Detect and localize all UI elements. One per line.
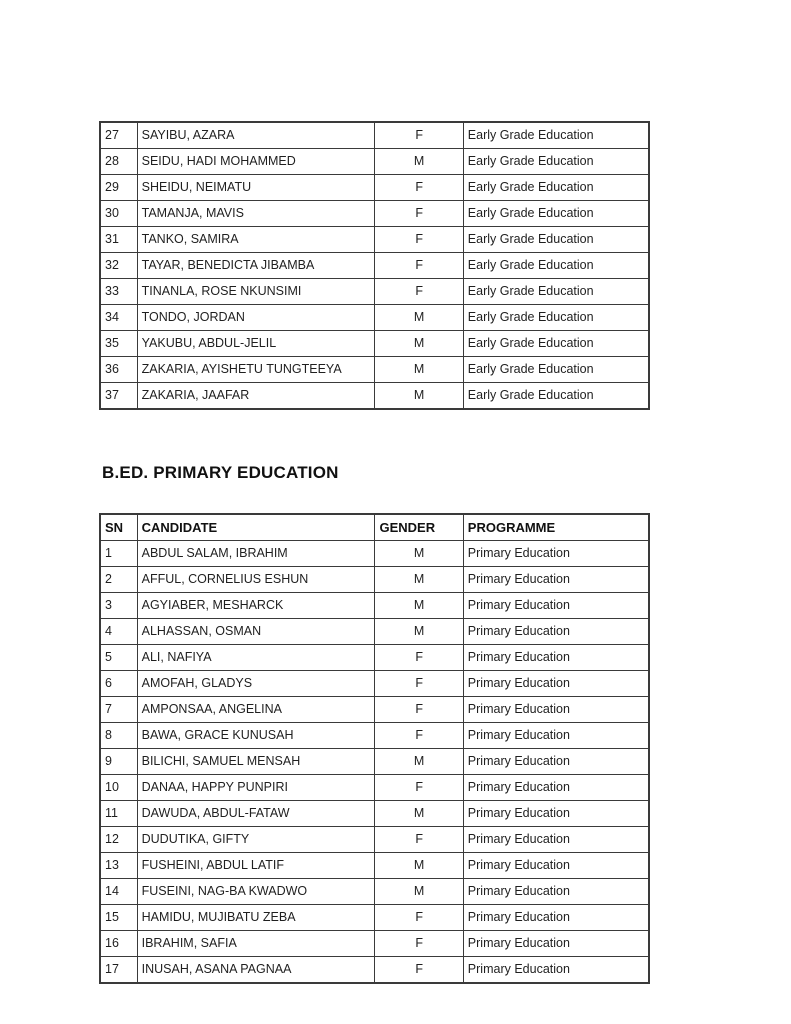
sn-cell: 2 — [100, 567, 137, 593]
table-row — [100, 149, 649, 175]
sn-cell: 14 — [100, 879, 137, 905]
candidate-cell: TINANLA, ROSE NKUNSIMI — [137, 279, 375, 305]
table-row — [100, 905, 649, 931]
sn-cell: 6 — [100, 671, 137, 697]
programme-cell: Early Grade Education — [463, 279, 649, 305]
sn-cell: 9 — [100, 749, 137, 775]
programme-cell: Early Grade Education — [463, 383, 649, 410]
table-row — [100, 279, 649, 305]
sn-cell: 17 — [100, 957, 137, 984]
programme-cell: Primary Education — [463, 541, 649, 567]
sn-cell: 12 — [100, 827, 137, 853]
candidate-cell: HAMIDU, MUJIBATU ZEBA — [137, 905, 375, 931]
gender-cell: F — [375, 253, 463, 279]
candidate-cell: AGYIABER, MESHARCK — [137, 593, 375, 619]
sn-cell: 8 — [100, 723, 137, 749]
table-row — [100, 671, 649, 697]
programme-cell: Primary Education — [463, 567, 649, 593]
gender-cell: M — [375, 593, 463, 619]
sn-cell: 33 — [100, 279, 137, 305]
table-row — [100, 357, 649, 383]
gender-cell: M — [375, 305, 463, 331]
sn-cell: 16 — [100, 931, 137, 957]
candidate-cell: SAYIBU, AZARA — [137, 122, 375, 149]
gender-cell: F — [375, 723, 463, 749]
gender-cell: M — [375, 383, 463, 410]
sn-cell: 30 — [100, 201, 137, 227]
candidate-cell: ZAKARIA, JAAFAR — [137, 383, 375, 410]
sn-cell: 7 — [100, 697, 137, 723]
programme-cell: Early Grade Education — [463, 227, 649, 253]
table-row — [100, 619, 649, 645]
candidate-cell: ABDUL SALAM, IBRAHIM — [137, 541, 375, 567]
table-row — [100, 853, 649, 879]
table-row — [100, 541, 649, 567]
sn-cell: 34 — [100, 305, 137, 331]
programme-cell: Primary Education — [463, 827, 649, 853]
sn-cell: 4 — [100, 619, 137, 645]
programme-cell: Early Grade Education — [463, 253, 649, 279]
gender-cell: F — [375, 775, 463, 801]
table-row — [100, 201, 649, 227]
candidate-cell: TONDO, JORDAN — [137, 305, 375, 331]
programme-cell: Early Grade Education — [463, 331, 649, 357]
table-row — [100, 879, 649, 905]
table-row — [100, 697, 649, 723]
table-row — [100, 801, 649, 827]
table-row — [100, 122, 649, 149]
gender-cell: M — [375, 619, 463, 645]
sn-cell: 36 — [100, 357, 137, 383]
programme-cell: Early Grade Education — [463, 357, 649, 383]
primary-education-table — [99, 513, 650, 984]
sn-cell: 29 — [100, 175, 137, 201]
table-row — [100, 175, 649, 201]
programme-cell: Primary Education — [463, 853, 649, 879]
gender-cell: M — [375, 567, 463, 593]
candidate-cell: AMPONSAA, ANGELINA — [137, 697, 375, 723]
sn-cell: 10 — [100, 775, 137, 801]
table-row — [100, 383, 649, 410]
gender-column-header: GENDER — [375, 514, 463, 541]
programme-cell: Early Grade Education — [463, 305, 649, 331]
gender-cell: F — [375, 957, 463, 984]
primary-education-table-body — [100, 541, 649, 984]
gender-cell: F — [375, 905, 463, 931]
table-row — [100, 957, 649, 984]
early-grade-table-body — [100, 122, 649, 409]
candidate-cell: ALHASSAN, OSMAN — [137, 619, 375, 645]
programme-column-header: PROGRAMME — [463, 514, 649, 541]
gender-cell: F — [375, 827, 463, 853]
candidate-cell: IBRAHIM, SAFIA — [137, 931, 375, 957]
sn-cell: 11 — [100, 801, 137, 827]
table-row — [100, 931, 649, 957]
candidate-cell: DANAA, HAPPY PUNPIRI — [137, 775, 375, 801]
programme-cell: Early Grade Education — [463, 201, 649, 227]
gender-cell: F — [375, 931, 463, 957]
gender-cell: M — [375, 357, 463, 383]
sn-cell: 35 — [100, 331, 137, 357]
sn-cell: 15 — [100, 905, 137, 931]
table-row — [100, 331, 649, 357]
candidate-cell: BILICHI, SAMUEL MENSAH — [137, 749, 375, 775]
candidate-cell: TANKO, SAMIRA — [137, 227, 375, 253]
gender-cell: M — [375, 879, 463, 905]
programme-cell: Primary Education — [463, 801, 649, 827]
candidate-cell: FUSHEINI, ABDUL LATIF — [137, 853, 375, 879]
gender-cell: M — [375, 801, 463, 827]
candidate-cell: YAKUBU, ABDUL-JELIL — [137, 331, 375, 357]
table-row — [100, 827, 649, 853]
gender-cell: F — [375, 175, 463, 201]
table-row — [100, 593, 649, 619]
sn-cell: 32 — [100, 253, 137, 279]
programme-cell: Early Grade Education — [463, 175, 649, 201]
programme-cell: Primary Education — [463, 671, 649, 697]
sn-cell: 27 — [100, 122, 137, 149]
sn-cell: 31 — [100, 227, 137, 253]
sn-cell: 28 — [100, 149, 137, 175]
candidate-column-header: CANDIDATE — [137, 514, 375, 541]
sn-cell: 37 — [100, 383, 137, 410]
sn-cell: 13 — [100, 853, 137, 879]
table-row — [100, 723, 649, 749]
candidate-cell: SEIDU, HADI MOHAMMED — [137, 149, 375, 175]
early-grade-education-table — [99, 121, 650, 410]
section-heading: B.ED. PRIMARY EDUCATION — [102, 463, 339, 482]
programme-cell: Primary Education — [463, 957, 649, 984]
programme-cell: Primary Education — [463, 879, 649, 905]
candidate-cell: ZAKARIA, AYISHETU TUNGTEEYA — [137, 357, 375, 383]
candidate-cell: INUSAH, ASANA PAGNAA — [137, 957, 375, 984]
gender-cell: M — [375, 331, 463, 357]
programme-cell: Primary Education — [463, 905, 649, 931]
candidate-cell: TAYAR, BENEDICTA JIBAMBA — [137, 253, 375, 279]
programme-cell: Primary Education — [463, 619, 649, 645]
gender-cell: M — [375, 853, 463, 879]
programme-cell: Primary Education — [463, 775, 649, 801]
table-row — [100, 567, 649, 593]
table-row — [100, 305, 649, 331]
programme-cell: Early Grade Education — [463, 122, 649, 149]
gender-cell: F — [375, 645, 463, 671]
gender-cell: F — [375, 279, 463, 305]
programme-cell: Primary Education — [463, 645, 649, 671]
table-row — [100, 749, 649, 775]
sn-cell: 1 — [100, 541, 137, 567]
sn-column-header: SN — [100, 514, 137, 541]
table-row — [100, 775, 649, 801]
candidate-cell: DUDUTIKA, GIFTY — [137, 827, 375, 853]
sn-cell: 3 — [100, 593, 137, 619]
gender-cell: M — [375, 749, 463, 775]
candidate-cell: SHEIDU, NEIMATU — [137, 175, 375, 201]
programme-cell: Primary Education — [463, 749, 649, 775]
programme-cell: Primary Education — [463, 593, 649, 619]
table-header-row — [100, 514, 649, 541]
candidate-cell: BAWA, GRACE KUNUSAH — [137, 723, 375, 749]
gender-cell: M — [375, 149, 463, 175]
sn-cell: 5 — [100, 645, 137, 671]
candidate-cell: FUSEINI, NAG-BA KWADWO — [137, 879, 375, 905]
gender-cell: F — [375, 697, 463, 723]
primary-education-table-header — [100, 514, 649, 541]
programme-cell: Primary Education — [463, 697, 649, 723]
table-row — [100, 227, 649, 253]
programme-cell: Primary Education — [463, 931, 649, 957]
candidate-cell: AFFUL, CORNELIUS ESHUN — [137, 567, 375, 593]
candidate-cell: TAMANJA, MAVIS — [137, 201, 375, 227]
gender-cell: F — [375, 671, 463, 697]
programme-cell: Primary Education — [463, 723, 649, 749]
gender-cell: F — [375, 122, 463, 149]
candidate-cell: DAWUDA, ABDUL-FATAW — [137, 801, 375, 827]
candidate-cell: AMOFAH, GLADYS — [137, 671, 375, 697]
gender-cell: F — [375, 227, 463, 253]
programme-cell: Early Grade Education — [463, 149, 649, 175]
gender-cell: M — [375, 541, 463, 567]
table-row — [100, 253, 649, 279]
gender-cell: F — [375, 201, 463, 227]
table-row — [100, 645, 649, 671]
candidate-cell: ALI, NAFIYA — [137, 645, 375, 671]
